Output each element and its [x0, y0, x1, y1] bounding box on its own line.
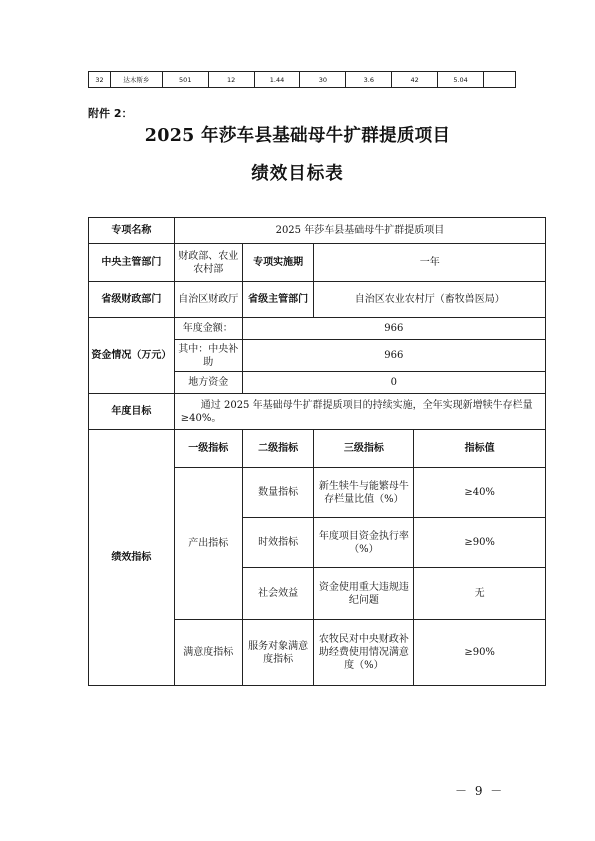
- top-cell-value: 42: [392, 72, 438, 88]
- quantity-item: 新生犊牛与能繁母牛存栏量比值（%）: [314, 468, 414, 518]
- social-label: 社会效益: [242, 568, 314, 620]
- annual-goal-value: 通过 2025 年基础母牛扩群提质项目的持续实施，全年实现新增犊牛存栏量≥40%。: [174, 394, 545, 430]
- output-label: 产出指标: [174, 468, 242, 620]
- top-cell-index: 32: [89, 72, 111, 88]
- top-cell-value: 1.44: [254, 72, 300, 88]
- prov-finance-label: 省级财政部门: [89, 282, 175, 318]
- central-dept-value: 财政部、农业农村部: [174, 244, 242, 282]
- local-funds-label: 地方资金: [174, 372, 242, 394]
- annual-amount-label: 年度金额：: [174, 318, 242, 340]
- quantity-value: ≥40%: [414, 468, 546, 518]
- central-subsidy-label: 其中：中央补助: [174, 340, 242, 372]
- project-name-label: 专项名称: [89, 218, 175, 244]
- header-value: 指标值: [414, 430, 546, 468]
- local-funds-value: 0: [242, 372, 545, 394]
- annual-goal-label: 年度目标: [89, 394, 175, 430]
- funds-label: 资金情况（万元）: [89, 318, 175, 394]
- perf-label: 绩效指标: [89, 430, 175, 686]
- attachment-label: 附件 2：: [88, 107, 133, 120]
- satisfaction-item: 农牧民对中央财政补助经费使用情况满意度（%）: [314, 620, 414, 686]
- document-title: 2025 年莎车县基础母牛扩群提质项目: [144, 126, 451, 146]
- header-level3: 三级指标: [314, 430, 414, 468]
- top-cell-township: 达木斯乡: [110, 72, 162, 88]
- quantity-label: 数量指标: [242, 468, 314, 518]
- previous-table-row: [88, 71, 516, 88]
- top-cell-empty: [484, 72, 516, 88]
- top-cell-value: 5.04: [438, 72, 484, 88]
- performance-goal-table: [88, 217, 546, 686]
- prov-dept-label: 省级主管部门: [242, 282, 314, 318]
- time-item: 年度项目资金执行率（%）: [314, 518, 414, 568]
- social-item: 资金使用重大违规违纪问题: [314, 568, 414, 620]
- document-subtitle: 绩效目标表: [251, 164, 344, 184]
- prov-finance-value: 自治区财政厅: [174, 282, 242, 318]
- top-cell-value: 12: [208, 72, 254, 88]
- social-value: 无: [414, 568, 546, 620]
- top-cell-value: 3.6: [346, 72, 392, 88]
- period-label: 专项实施期: [242, 244, 314, 282]
- satisfaction-value: ≥90%: [414, 620, 546, 686]
- annual-amount-value: 966: [242, 318, 545, 340]
- page-number: － 9 －: [455, 784, 505, 798]
- central-subsidy-value: 966: [242, 340, 545, 372]
- top-cell-value: 501: [162, 72, 208, 88]
- header-level1: 一级指标: [174, 430, 242, 468]
- prov-dept-value: 自治区农业农村厅（畜牧兽医局）: [314, 282, 546, 318]
- period-value: 一年: [314, 244, 546, 282]
- top-cell-value: 30: [300, 72, 346, 88]
- project-name-value: 2025 年莎车县基础母牛扩群提质项目: [174, 218, 545, 244]
- header-level2: 二级指标: [242, 430, 314, 468]
- time-label: 时效指标: [242, 518, 314, 568]
- central-dept-label: 中央主管部门: [89, 244, 175, 282]
- satisfaction-label: 满意度指标: [174, 620, 242, 686]
- satisfaction-sub: 服务对象满意度指标: [242, 620, 314, 686]
- time-value: ≥90%: [414, 518, 546, 568]
